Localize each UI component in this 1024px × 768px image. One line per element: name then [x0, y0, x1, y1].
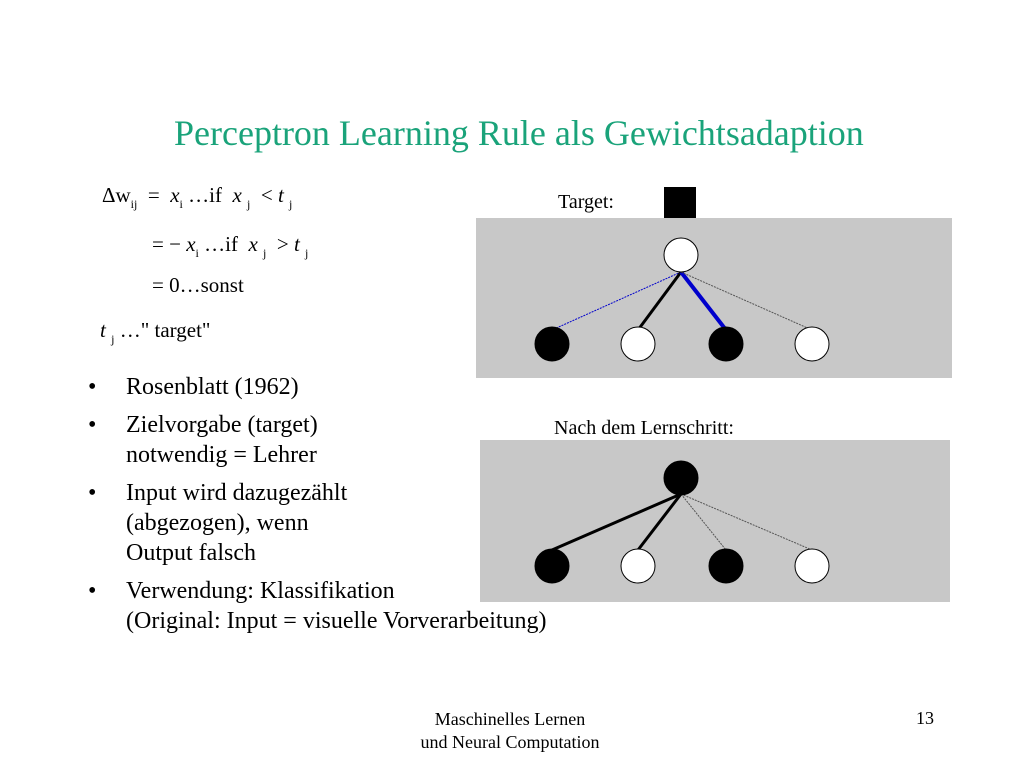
bullet-item: • Rosenblatt (1962): [88, 374, 299, 400]
input-node-bottom-1: [535, 549, 569, 583]
connection-top-1: [552, 272, 681, 330]
target-label: Target:: [558, 191, 614, 213]
footer-line-1: Maschinelles Lernen: [434, 709, 586, 729]
footer-line-2: und Neural Computation: [420, 732, 600, 752]
output-node-bottom: [664, 461, 698, 495]
input-node-bottom-4: [795, 549, 829, 583]
input-node-top-3: [709, 327, 743, 361]
formula-line-3: = 0…sonst: [152, 273, 244, 297]
bullet-item: • Zielvorgabe (target) notwendig = Lehrer: [88, 412, 318, 468]
connection-bottom-3: [681, 494, 726, 550]
slide-title: Perceptron Learning Rule als Gewichtsadaption: [174, 113, 864, 153]
footer: [380, 708, 640, 754]
page-number: 13: [916, 708, 934, 728]
formula-line-1: $\Delta w_{ij} = x_i$ …if x $_j$ < t $_j$: [102, 183, 293, 211]
bullet-dot-icon: •: [88, 480, 97, 506]
formula-line-2: = − $x_i$ …if x $_j$ > t $_j$: [152, 232, 309, 260]
connection-bottom-4: [681, 494, 812, 550]
connection-top-4: [681, 272, 812, 330]
input-node-top-1: [535, 327, 569, 361]
output-node-top: [664, 238, 698, 272]
after-step-label: Nach dem Lernschritt:: [554, 417, 734, 439]
bullet-dot-icon: •: [88, 412, 97, 438]
input-node-top-4: [795, 327, 829, 361]
bullet-item: • Verwendung: Klassifikation (Original: Input = visuelle Vorverarbeitung): [88, 578, 547, 634]
input-node-top-2: [621, 327, 655, 361]
bullet-item: • Input wird dazugezählt (abgezogen), wenn Output falsch: [88, 480, 348, 566]
bullet-dot-icon: •: [88, 374, 97, 400]
connection-top-2: [638, 272, 681, 330]
connection-top-3: [681, 272, 726, 330]
input-node-bottom-2: [621, 549, 655, 583]
input-node-bottom-3: [709, 549, 743, 583]
connection-bottom-1: [552, 494, 681, 550]
formula-line-4: t $_j$ …" target": [100, 318, 211, 346]
bullet-dot-icon: •: [88, 578, 97, 604]
